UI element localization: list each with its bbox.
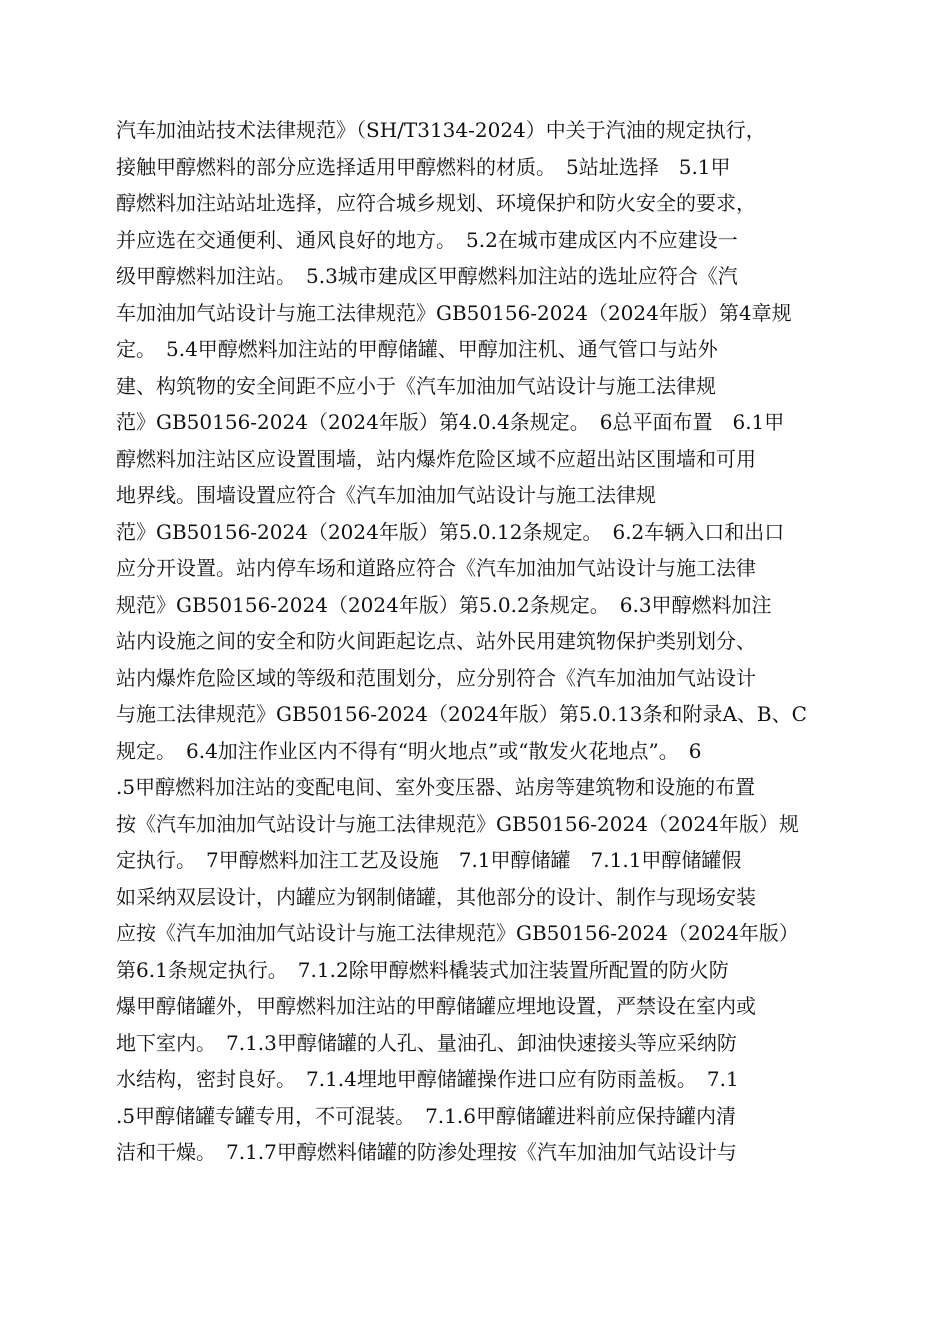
text-line: 规定。 6.4加注作业区内不得有“明火地点”或“散发火花地点”。 6 [116, 738, 702, 763]
text-line: 接触甲醇燃料的部分应选择适用甲醇燃料的材质。 5站址选择 5.1甲 [116, 154, 731, 179]
body-text [116, 112, 846, 1171]
text-line: 地下室内。 7.1.3甲醇储罐的人孔、量油孔、卸油快速接头等应采纳防 [116, 1030, 737, 1055]
text-line: 范》GB50156-2024（2024年版）第4.0.4条规定。 6总平面布置 6.1甲 [116, 410, 785, 434]
text-line: 车加油加气站设计与施工法律规范》GB50156-2024（2024年版）第4章规 [116, 300, 792, 325]
text-line: 醇燃料加注站站址选择，应符合城乡规划、环境保护和防火安全的要求， [116, 191, 756, 215]
text-line: 与施工法律规范》GB50156-2024（2024年版）第5.0.13条和附录A、B、C [116, 702, 807, 726]
text-line: .5甲醇储罐专罐专用，不可混装。 7.1.6甲醇储罐进料前应保持罐内清 [116, 1103, 736, 1128]
text-line: 建、构筑物的安全间距不应小于《汽车加油加气站设计与施工法律规 [116, 373, 716, 398]
text-line: 如采纳双层设计，内罐应为钢制储罐，其他部分的设计、制作与现场安装 [116, 884, 756, 909]
text-line: 按《汽车加油加气站设计与施工法律规范》GB50156-2024（2024年版）规 [116, 811, 799, 836]
text-line: 定。 5.4甲醇燃料加注站的甲醇储罐、甲醇加注机、通气管口与站外 [116, 337, 718, 361]
text-line: 级甲醇燃料加注站。 5.3城市建成区甲醇燃料加注站的选址应符合《汽 [116, 264, 738, 288]
text-line: 应分开设置。站内停车场和道路应符合《汽车加油加气站设计与施工法律 [116, 556, 756, 580]
text-line: 站内设施之间的安全和防火间距起讫点、站外民用建筑物保护类别划分、 [116, 629, 756, 653]
text-line: 水结构，密封良好。 7.1.4埋地甲醇储罐操作进口应有防雨盖板。 7.1 [116, 1067, 739, 1091]
text-line: 定执行。 7甲醇燃料加注工艺及设施 7.1甲醇储罐 7.1.1甲醇储罐假 [116, 848, 742, 872]
text-line: .5甲醇燃料加注站的变配电间、室外变压器、站房等建筑物和设施的布置 [116, 775, 756, 799]
text-line: 应按《汽车加油加气站设计与施工法律规范》GB50156-2024（2024年版） [116, 921, 799, 945]
text-line: 并应选在交通便利、通风良好的地方。 5.2在城市建成区内不应建设一 [116, 227, 738, 252]
text-line: 爆甲醇储罐外，甲醇燃料加注站的甲醇储罐应埋地设置，严禁设在室内或 [116, 994, 756, 1018]
text-line: 汽车加油站技术法律规范》（SH/T3134-2024）中关于汽油的规定执行， [116, 118, 766, 142]
text-line: 站内爆炸危险区域的等级和范围划分，应分别符合《汽车加油加气站设计 [116, 665, 756, 690]
text-line: 规范》GB50156-2024（2024年版）第5.0.2条规定。 6.3甲醇燃料加注 [116, 592, 772, 617]
text-line: 醇燃料加注站区应设置围墙，站内爆炸危险区域不应超出站区围墙和可用 [116, 446, 756, 471]
text-line: 范》GB50156-2024（2024年版）第5.0.12条规定。 6.2车辆入口和出口 [116, 519, 785, 544]
text-line: 第6.1条规定执行。 7.1.2除甲醇燃料橇装式加注装置所配置的防火防 [116, 957, 729, 982]
text-line: 地界线。围墙设置应符合《汽车加油加气站设计与施工法律规 [116, 483, 656, 507]
text-line: 洁和干燥。 7.1.7甲醇燃料储罐的防渗处理按《汽车加油加气站设计与 [116, 1140, 737, 1164]
